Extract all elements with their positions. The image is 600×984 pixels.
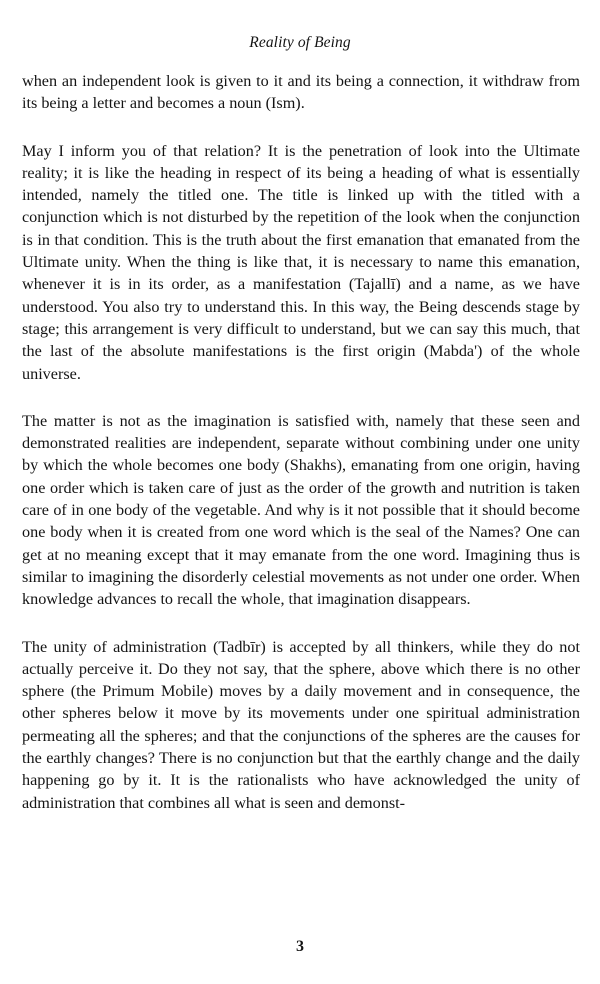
running-title: Reality of Being	[249, 34, 351, 51]
paragraph-2: May I inform you of that relation? It is the penetration of look into the Ultimate reality; it is like the heading in respect of its being a heading of what is essentially intended, namely the titled one. The title is linked up with the titled with a conjunction which is not disturbed by the repetition of the look when the conjunction is in that condition. This is the truth about the first emanation that emanated from the Ultimate unity. When the thing is like that, it is necessary to name this emanation, whenever it is in its order, as a manifestation (Tajallī) and a name, as we have understood. You also try to understand this. In this way, the Being descends stage by stage; this arrangement is very difficult to understand, but we can say this much, that the last of the absolute manifestations is the first origin (Mabda') of the whole universe.	[22, 141, 580, 383]
body-text	[22, 70, 580, 814]
paragraph-3: The matter is not as the imagination is satisfied with, namely that these seen and demonstrated realities are independent, separate without combining under one unity by which the whole becomes one body (Shakhs), emanating from one origin, having one order which is taken care of just as the order of the growth and nutrition is taken care of in one body of the vegetable. And why is it not possible that it should become one body when it is created from one word which is the seal of the Names? One can get at no meaning except that it may emanate from the one word. Imagining thus is similar to imagining the disorderly celestial movements as not under one order. When knowledge advances to recall the whole, that imagination disappears.	[22, 411, 580, 609]
paragraph-4: The unity of administration (Tadbīr) is accepted by all thinkers, while they do not actually perceive it. Do they not say, that the sphere, above which there is no other sphere (the Primum Mobile) moves by a daily movement and in consequence, the other spheres below it move by its movements under one spiritual administration permeating all the spheres; and that the conjunctions of the spheres are the causes for the earthly changes? There is no conjunction but that the earthly change and the daily happening go by it. It is the rationalists who have acknowledged the unity of administration that combines all what is seen and demonst-	[22, 637, 580, 812]
page-number: 3	[296, 938, 304, 955]
paragraph-1: when an independent look is given to it and its being a connection, it withdraw from its being a letter and becomes a noun (Ism).	[22, 72, 580, 113]
